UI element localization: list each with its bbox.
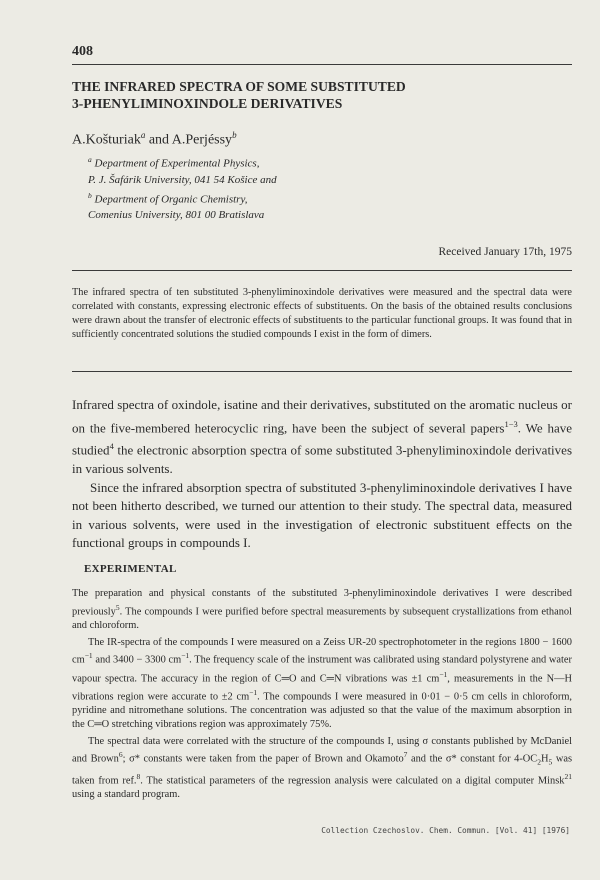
citation-ref: 5 <box>115 602 120 612</box>
section-heading-experimental: EXPERIMENTAL <box>84 563 177 575</box>
affiliation-a-marker: a <box>88 155 92 164</box>
exp-text: , measurements in the N—H vibrations region were accurate to ±2 cm <box>72 673 572 703</box>
experimental-paragraph-3 <box>72 735 572 802</box>
citation-ref: 7 <box>403 750 408 760</box>
exp-text: The IR-spectra of the compounds I were measured on a Zeiss UR-20 spectrophotometer in the regions 1800 − 1600 cm <box>72 636 572 666</box>
citation-ref: 4 <box>109 441 114 452</box>
author-2-affil-marker: b <box>232 130 237 140</box>
author-2: A.Perjéssy <box>171 132 233 148</box>
subscript: 2 <box>537 757 541 767</box>
experimental-paragraph-1 <box>72 587 572 633</box>
title-line-1: THE INFRARED SPECTRA OF SOME SUBSTITUTED <box>72 79 406 94</box>
unit-exponent: −1 <box>249 687 258 697</box>
exp-text: and 3400 − 3300 cm <box>92 654 182 666</box>
page-number: 408 <box>72 44 93 59</box>
affiliation-a-line-1 <box>88 152 277 172</box>
received-date: Received January 17th, 1975 <box>438 246 572 258</box>
intro-text: the electronic absorption spectra of some substituted 3-phenyliminoxindole derivatives in various solvents. <box>72 442 572 477</box>
exp-text: and the σ* constant for 4-OC <box>407 753 538 765</box>
unit-exponent: −1 <box>181 651 190 661</box>
citation-ref: 21 <box>564 771 572 781</box>
intro-text: . We have studied <box>72 419 572 458</box>
experimental-paragraph-2 <box>72 636 572 732</box>
experimental-section <box>72 587 572 805</box>
exp-text: was taken from ref. <box>72 753 572 787</box>
affiliation-a-dept: Department of Experimental Physics, <box>91 157 260 170</box>
introduction <box>72 396 572 553</box>
intro-text: Infrared spectra of oxindole, isatine and their derivatives, substituted on the aromatic nucleus or on the five-membered heterocyclic ring, have been the subject of several papers <box>72 397 572 435</box>
abstract-bottom-rule <box>72 371 572 372</box>
affiliation-b-line-2: Comenius University, 801 00 Bratislava <box>88 209 265 222</box>
exp-text: . The frequency scale of the instrument was calibrated using standard polystyrene and water vapour spectra. The accuracy in the region of C═O and C═N vibrations was ±1 cm <box>72 654 572 685</box>
citation-ref: 1−3 <box>504 418 518 429</box>
affiliation-b-marker: b <box>88 190 92 200</box>
intro-paragraph-2: Since the infrared absorption spectra of substituted 3-phenyliminoxindole derivatives I have not been hitherto described, we turned our attention to their study. The spectral data, measured in various solvents, were used in the investigation of electronic substituent effects on the functional groups in compounds I. <box>72 479 572 551</box>
exp-text: . The statistical parameters of the regression analysis were calculated on a digital computer Minsk <box>140 775 565 787</box>
abstract-top-rule <box>72 270 572 271</box>
exp-text: using a standard program. <box>72 788 180 800</box>
citation-ref: 8 <box>136 771 141 781</box>
exp-text: The preparation and physical constants of the substituted 3-phenyliminoxindole derivatives I were described previously <box>72 588 572 618</box>
affiliation-a-line-2: P. J. Šafárik University, 041 54 Košice and <box>88 173 277 186</box>
citation-ref: 6 <box>118 750 123 760</box>
unit-exponent: −1 <box>84 651 93 661</box>
subscript: 5 <box>548 757 553 767</box>
journal-footer: Collection Czechoslov. Chem. Commun. [Vol. 41] [1976] <box>321 826 570 835</box>
exp-text: . The compounds I were purified before spectral measurements by subsequent crystallizations from ethanol and chloroform. <box>72 606 572 631</box>
title-line-2: 3-PHENYLIMINOXINDOLE DERIVATIVES <box>72 96 343 111</box>
author-conjunction: and <box>145 132 172 148</box>
affiliations <box>88 152 277 223</box>
abstract: The infrared spectra of ten substituted 3-phenyliminoxindole derivatives were measured and the spectral data were correlated with constants, expressing electronic effects of substituents. On the basis of the obtained results conclusions were drawn about the transfer of electronic effects of substituents to the particular functional groups. It was found that in sufficiently concentrated solutions the studied compounds I exist in the form of dimers. <box>72 287 572 340</box>
header-rule <box>72 64 572 65</box>
exp-text: The spectral data were correlated with the structure of the compounds I, using σ constants published by McDaniel and Brown <box>72 735 572 765</box>
article-title <box>72 78 572 112</box>
affiliation-b-line-1 <box>88 188 277 208</box>
exp-text: H <box>540 753 549 765</box>
author-1-affil-marker: a <box>140 130 146 140</box>
exp-text: ; σ* constants were taken from the paper of Brown and Okamoto <box>122 753 404 765</box>
intro-paragraph-1 <box>72 396 572 479</box>
author-list <box>72 130 237 149</box>
author-1: A.Košturiak <box>72 132 141 148</box>
unit-exponent: −1 <box>439 669 448 679</box>
exp-text: . The compounds I were measured in 0·01 − 0·5 cm cells in chloroform, pyridine and nitromethane solutions. The concentration was adjusted so that the value of the maximum absorption in the C═O stretching vibrations region was approximately 75%. <box>72 691 572 730</box>
affiliation-b-dept: Department of Organic Chemistry, <box>91 193 248 206</box>
